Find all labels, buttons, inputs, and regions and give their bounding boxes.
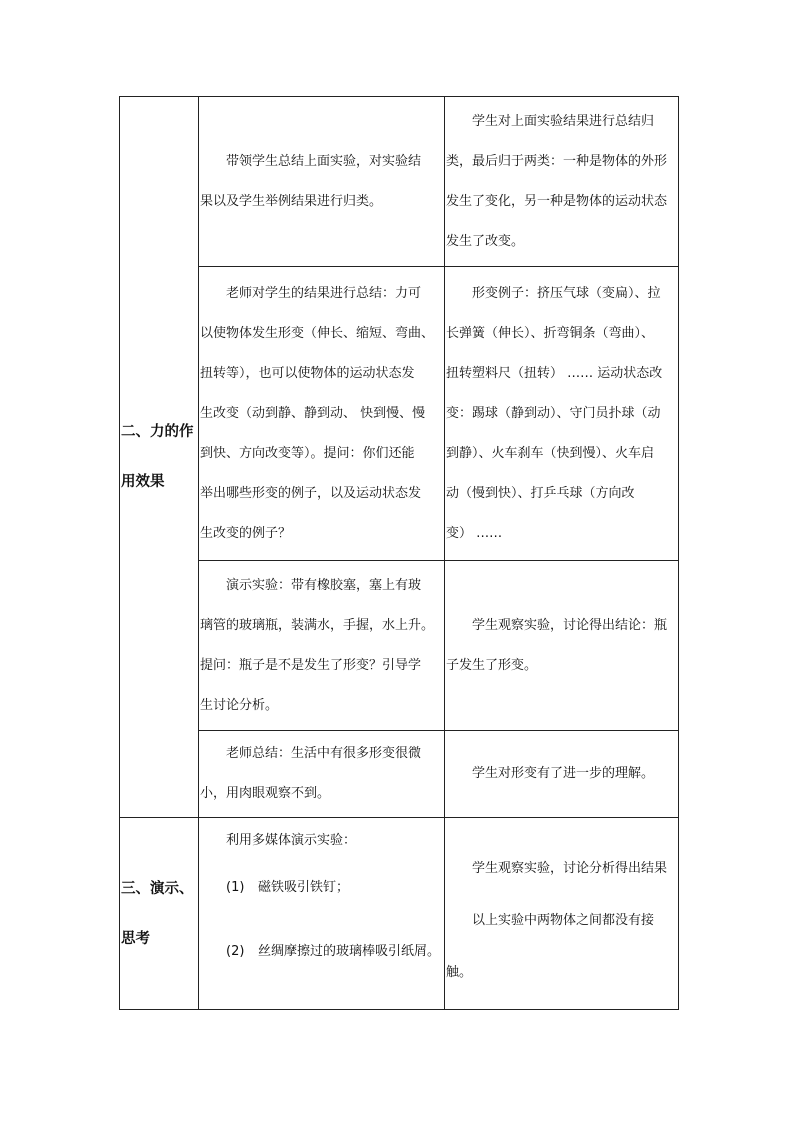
student-text: 学生观察实验，讨论得出结论：瓶 <box>472 617 668 633</box>
section-title-cell <box>120 818 199 1010</box>
table-row <box>120 561 679 731</box>
student-activity-cell <box>445 818 679 1010</box>
teacher-text: 扭转等），也可以使物体的运动状态发 <box>200 365 415 381</box>
item-text: 丝绸摩擦过的玻璃棒吸引纸屑。 <box>258 944 441 959</box>
student-text: 学生对上面实验结果进行总结归 <box>472 113 655 129</box>
teacher-activity-cell <box>199 731 445 818</box>
student-text: 子发生了形变。 <box>446 657 538 673</box>
teacher-activity-cell <box>199 818 445 1010</box>
student-activity-cell <box>445 561 679 731</box>
teacher-text: 生改变（动到静、静到动、 快到慢、慢 <box>200 405 426 421</box>
student-text: 到静）、火车刹车（快到慢）、火车启 <box>446 445 655 461</box>
section-title-cell <box>120 97 199 818</box>
teacher-activity-cell <box>199 97 445 267</box>
section-title-line: 思考 <box>121 930 150 947</box>
student-text: 发生了变化，另一种是物体的运动状态 <box>446 193 668 209</box>
experiment-item <box>200 920 444 984</box>
table-row <box>120 267 679 561</box>
student-text: 形变例子：挤压气球（变扁）、拉 <box>472 285 661 301</box>
student-text: 类，最后归于两类：一种是物体的外形 <box>446 153 668 169</box>
table-row <box>120 731 679 818</box>
section-title-line: 用效果 <box>121 474 165 490</box>
section-title-line: 三、演示、 <box>121 880 194 897</box>
teacher-text: 提问：瓶子是不是发生了形变？引导学 <box>200 657 422 673</box>
teacher-text: 举出哪些形变的例子，以及运动状态发 <box>200 485 422 501</box>
item-text: 磁铁吸引铁钉； <box>258 880 350 895</box>
item-number: (1) <box>226 880 245 895</box>
student-text: 学生对形变有了进一步的理解。 <box>472 766 655 781</box>
teacher-text: 到快、方向改变等）。提问：你们还能 <box>200 445 415 461</box>
item-number: (2) <box>226 944 245 959</box>
student-text: 长弹簧（伸长）、折弯铜条（弯曲）、 <box>446 325 655 341</box>
teacher-text: 小，用肉眼观察不到。 <box>200 786 331 801</box>
teacher-activity-cell <box>199 267 445 561</box>
teacher-text: 以使物体发生形变（伸长、缩短、弯曲、 <box>200 325 435 341</box>
table-row <box>120 818 679 1010</box>
teacher-text: 生改变的例子？ <box>200 525 292 541</box>
student-activity-cell <box>445 97 679 267</box>
student-text: 触。 <box>446 964 473 980</box>
student-text: 动（慢到快）、打乒乓球（方向改 <box>446 485 635 501</box>
student-text: 变） …… <box>446 525 503 541</box>
student-text: 发生了改变。 <box>446 233 525 249</box>
section-title-line: 二、力的作 <box>121 424 194 440</box>
teacher-text: 生讨论分析。 <box>200 697 279 713</box>
teacher-text: 利用多媒体演示实验： <box>226 833 357 848</box>
experiment-item <box>200 856 444 920</box>
student-activity-cell <box>445 731 679 818</box>
student-text: 学生观察实验，讨论分析得出结果 <box>472 860 668 876</box>
teacher-text: 果以及学生举例结果进行归类。 <box>200 193 383 209</box>
lesson-plan-table <box>119 96 679 1010</box>
teacher-activity-cell <box>199 561 445 731</box>
teacher-text: 璃管的玻璃瓶，装满水，手握，水上升。 <box>200 617 435 633</box>
student-text: 以上实验中两物体之间都没有接 <box>472 912 655 928</box>
student-text: 变：踢球（静到动）、守门员扑球（动 <box>446 405 661 421</box>
teacher-text: 带领学生总结上面实验，对实验结 <box>226 153 422 169</box>
table-row <box>120 97 679 267</box>
teacher-text: 老师总结：生活中有很多形变很微 <box>226 746 422 761</box>
student-activity-cell <box>445 267 679 561</box>
teacher-text: 演示实验：带有橡胶塞，塞上有玻 <box>226 577 422 593</box>
teacher-text: 老师对学生的结果进行总结：力可 <box>226 285 422 301</box>
student-text: 扭转塑料尺（扭转） …… 运动状态改 <box>446 365 663 381</box>
